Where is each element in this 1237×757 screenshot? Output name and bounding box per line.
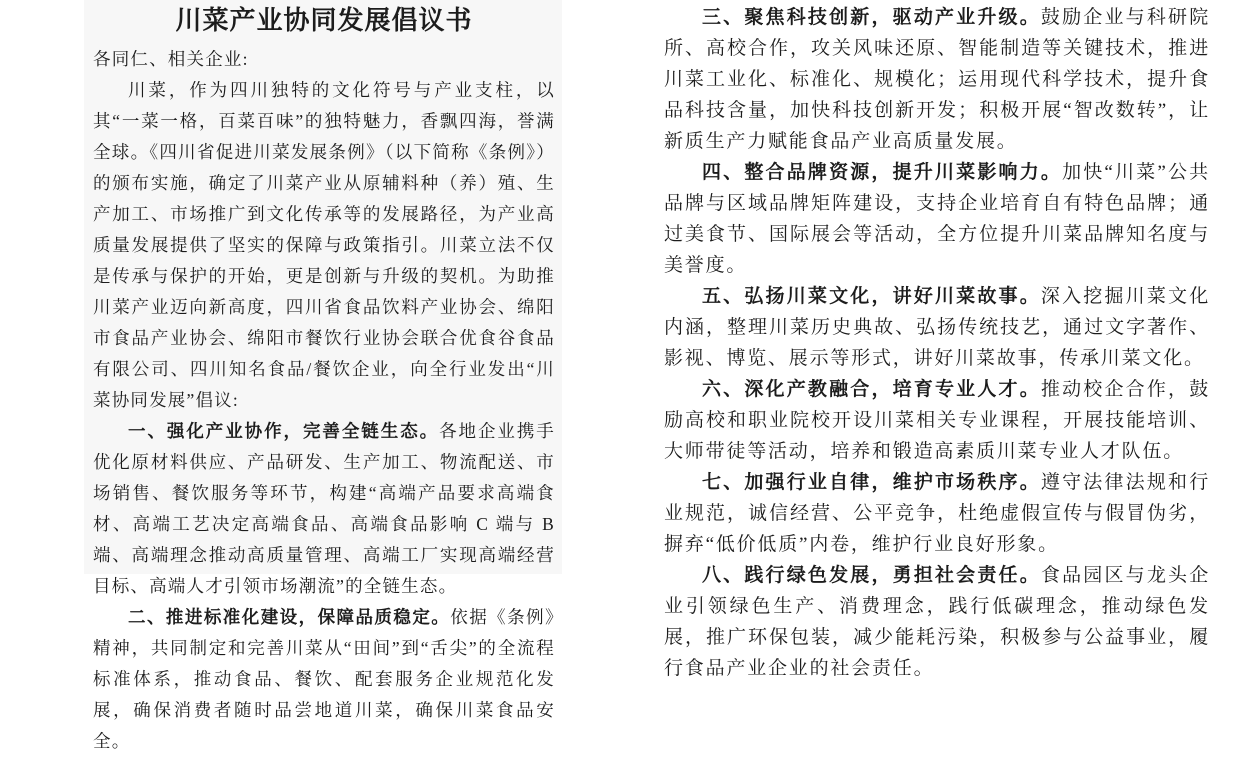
- section-8-body: 食品园区与龙头企业引领绿色生产、消费理念，践行低碳理念，推动绿色发展，推广环保包装，减少能耗污染，积极参与公益事业，履行食品产业企业的社会责任。: [664, 565, 1210, 679]
- section-7-heading: 七、加强行业自律，维护市场秩序。: [702, 472, 1041, 493]
- section-1-body: 各地企业携手优化原材料供应、产品研发、生产加工、物流配送、市场销售、餐饮服务等环节，构建“高端产品要求高端食材、高端工艺决定高端食品、高端食品影响 C 端与 B 端、高端理念推动高质量管理、高端工厂实现高端经营目标、高端人才引领市场潮流”的全链生态。: [93, 421, 556, 596]
- section-4: [664, 157, 1210, 281]
- section-4-body: 加快“川菜”公共品牌与区域品牌矩阵建设，支持企业培育自有特色品牌；通过美食节、国际展会等活动，全方位提升川菜品牌知名度与美誉度。: [664, 162, 1210, 276]
- section-1-heading: 一、强化产业协作，完善全链生态。: [128, 421, 440, 441]
- right-column: [664, 2, 1210, 684]
- section-2-heading: 二、推进标准化建设，保障品质稳定。: [128, 607, 451, 627]
- section-5: [664, 281, 1210, 374]
- section-8-heading: 八、践行绿色发展，勇担社会责任。: [702, 565, 1041, 586]
- section-3-heading: 三、聚焦科技创新，驱动产业升级。: [702, 7, 1041, 28]
- section-6-heading: 六、深化产教融合，培育专业人才。: [702, 379, 1041, 400]
- section-7: [664, 467, 1210, 560]
- section-5-heading: 五、弘扬川菜文化，讲好川菜故事。: [702, 286, 1041, 307]
- left-column: [93, 0, 555, 757]
- section-2-body: 依据《条例》精神，共同制定和完善川菜从“田间”到“舌尖”的全流程标准体系，推动食品、餐饮、配套服务企业规范化发展，确保消费者随时品尝地道川菜，确保川菜食品安全。: [93, 607, 555, 751]
- section-1: [93, 416, 555, 602]
- section-6: [664, 374, 1210, 467]
- section-5-body: 深入挖掘川菜文化内涵，整理川菜历史典故、弘扬传统技艺，通过文字著作、影视、博览、展示等形式，讲好川菜故事，传承川菜文化。: [664, 286, 1210, 369]
- salutation: 各同仁、相关企业:: [93, 49, 249, 69]
- section-3-body: 鼓励企业与科研院所、高校合作，攻关风味还原、智能制造等关键技术，推进川菜工业化、标准化、规模化；运用现代科学技术，提升食品科技含量，加快科技创新开发；积极开展“智改数转”，让新质生产力赋能食品产业高质量发展。: [664, 7, 1210, 152]
- document-title: 川菜产业协同发展倡议书: [175, 6, 473, 35]
- section-3: [664, 2, 1210, 157]
- section-8: [664, 560, 1210, 684]
- intro-paragraph: 川菜，作为四川独特的文化符号与产业支柱，以其“一菜一格，百菜百味”的独特魅力，香飘四海，誉满全球。《四川省促进川菜发展条例》（以下简称《条例》）的颁布实施，确定了川菜产业从原辅料种（养）殖、生产加工、市场推广到文化传承等的发展路径，为产业高质量发展提供了坚实的保障与政策指引。川菜立法不仅是传承与保护的开始，更是创新与升级的契机。为助推川菜产业迈向新高度，四川省食品饮料产业协会、绵阳市食品产业协会、绵阳市餐饮行业协会联合优食谷食品有限公司、四川知名食品/餐饮企业，向全行业发出“川菜协同发展”倡议:: [93, 80, 555, 410]
- section-2: [93, 602, 555, 757]
- section-6-body: 推动校企合作，鼓励高校和职业院校开设川菜相关专业课程，开展技能培训、大师带徒等活动，培养和锻造高素质川菜专业人才队伍。: [664, 379, 1210, 462]
- section-7-body: 遵守法律法规和行业规范，诚信经营、公平竞争，杜绝虚假宣传与假冒伪劣，摒弃“低价低质”内卷，维护行业良好形象。: [664, 472, 1210, 555]
- section-4-heading: 四、整合品牌资源，提升川菜影响力。: [702, 162, 1063, 183]
